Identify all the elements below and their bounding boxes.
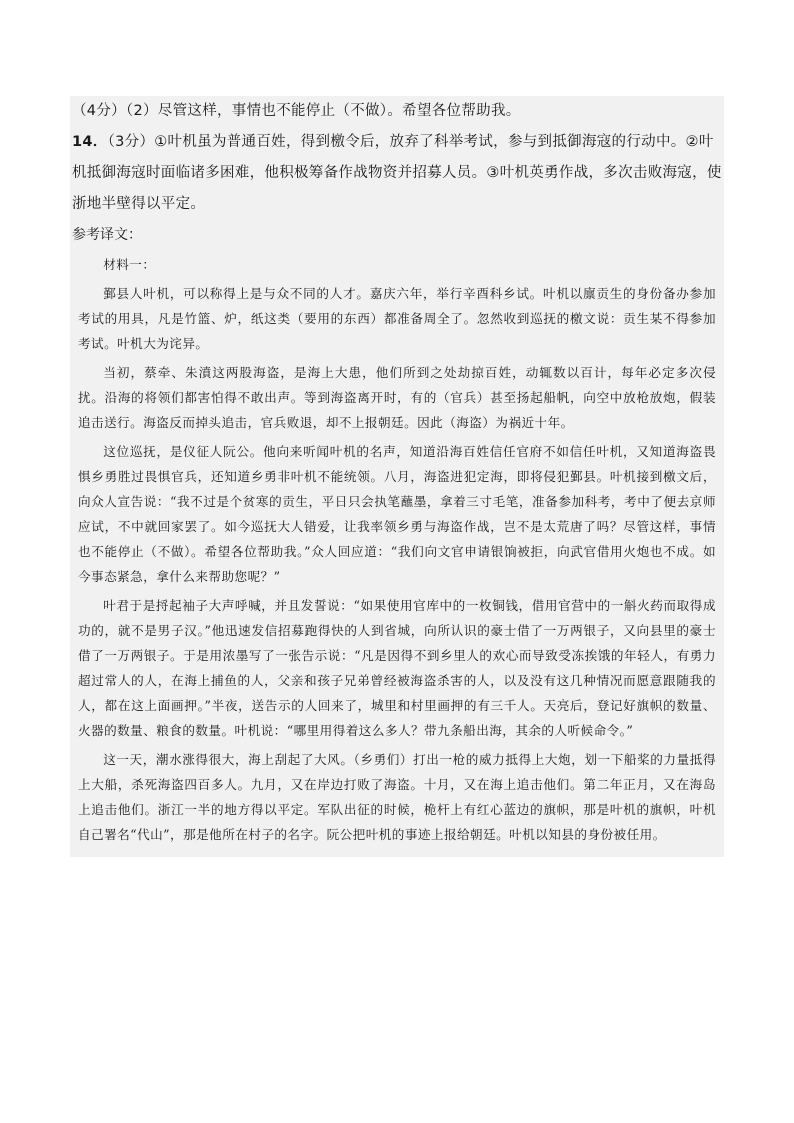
answer-q14-text: （3分）①叶机虽为普通百姓，得到檄令后，放弃了科举考试，参与到抵御海寇的行动中。②叶机抵御海寇时面临诸多困难，他积极筹备作战物资并招募人员。③叶机英勇作战，多次击败海寇，使浙地半壁得以平定。 bbox=[72, 134, 722, 212]
translation-paragraph: 这位巡抚，是仪征人阮公。他向来听闻叶机的名声，知道沿海百姓信任官府不如信任叶机，又知道海盗畏惧乡勇胜过畏惧官兵，还知道乡勇非叶机不能统领。八月，海盗进犯定海，即将侵犯鄞县。叶机接到檄文后，向众人宣告说：“我不过是个贫寒的贡生，平日只会执笔蘸墨，拿着三寸毛笔，准备参加科考，考中了便去京师应试，不中就回家罢了。如今巡抚大人错爱，让我率领乡勇与海盗作战，岂不是太荒唐了吗？尽管这样，事情也不能停止（不做）。希望各位帮助我。”众人回应道：“我们向文官申请银饷被拒，向武官借用火炮也不成。如今事态紧急，拿什么来帮助您呢？” bbox=[78, 444, 716, 584]
answer-q13-part2: （4分）（2）尽管这样，事情也不能停止（不做）。希望各位帮助我。 bbox=[72, 103, 521, 119]
translation-paragraph: 这一天，潮水涨得很大，海上刮起了大风。（乡勇们）打出一枪的威力抵得上大炮，划一下船桨的力量抵得上大船，杀死海盗四百多人。九月，又在岸边打败了海盗。十月，又在海上追击他们。第二年正月，又在海岛上追击他们。浙江一半的地方得以平定。军队出征的时候，桅杆上有红心蓝边的旗帜，那是叶机的旗帜，叶机自己署名“代山”，那是他所在村子的名字。阮公把叶机的事迹上报给朝廷。叶机以知县的身份被任用。 bbox=[78, 752, 716, 842]
answer-key-block bbox=[70, 96, 724, 857]
translation-paragraph: 当初，蔡牵、朱濆这两股海盗，是海上大患，他们所到之处劫掠百姓，动辄数以百计，每年必定多次侵扰。沿海的将领们都害怕得不敢出声。等到海盗离开时，有的（官兵）甚至扬起船帆，向空中放枪放炮，假装追击送行。海盗反而掉头追击，官兵败退，却不上报朝廷。因此（海盗）为祸近十年。 bbox=[78, 365, 716, 430]
translation-paragraph: 叶君于是捋起袖子大声呼喊，并且发誓说：“如果使用官库中的一枚铜钱，借用官营中的一斛火药而取得成功的，就不是男子汉。”他迅速发信招募跑得快的人到省城，向所认识的豪士借了一万两银子，又向县里的豪士借了一万两银子。于是用浓墨写了一张告示说：“凡是因得不到乡里人的欢心而导致受冻挨饿的年轻人，有勇力超过常人的人，在海上捕鱼的人，父亲和孩子兄弟曾经被海盗杀害的人，以及没有这几种情况而愿意跟随我的人，都在这上面画押。”半夜，送告示的人回来了，城里和村里画押的有三千人。天亮后，登记好旗帜的数量、火器的数量、粮食的数量。叶机说：“哪里用得着这么多人？带九条船出海，其余的人听候命令。” bbox=[78, 598, 716, 738]
reference-translation bbox=[70, 250, 724, 857]
translation-paragraph: 鄞县人叶机，可以称得上是与众不同的人才。嘉庆六年，举行辛酉科乡试。叶机以廪贡生的身份备办参加考试的用具，凡是竹篮、炉，纸这类（要用的东西）都准备周全了。忽然收到巡抚的檄文说：贡生某不得参加考试。叶机大为诧异。 bbox=[78, 286, 716, 351]
question-number: 14． bbox=[72, 134, 108, 150]
material-title: 材料一： bbox=[103, 257, 156, 272]
answer-q14 bbox=[70, 127, 724, 220]
reference-translation-label: 参考译文： bbox=[72, 227, 142, 243]
